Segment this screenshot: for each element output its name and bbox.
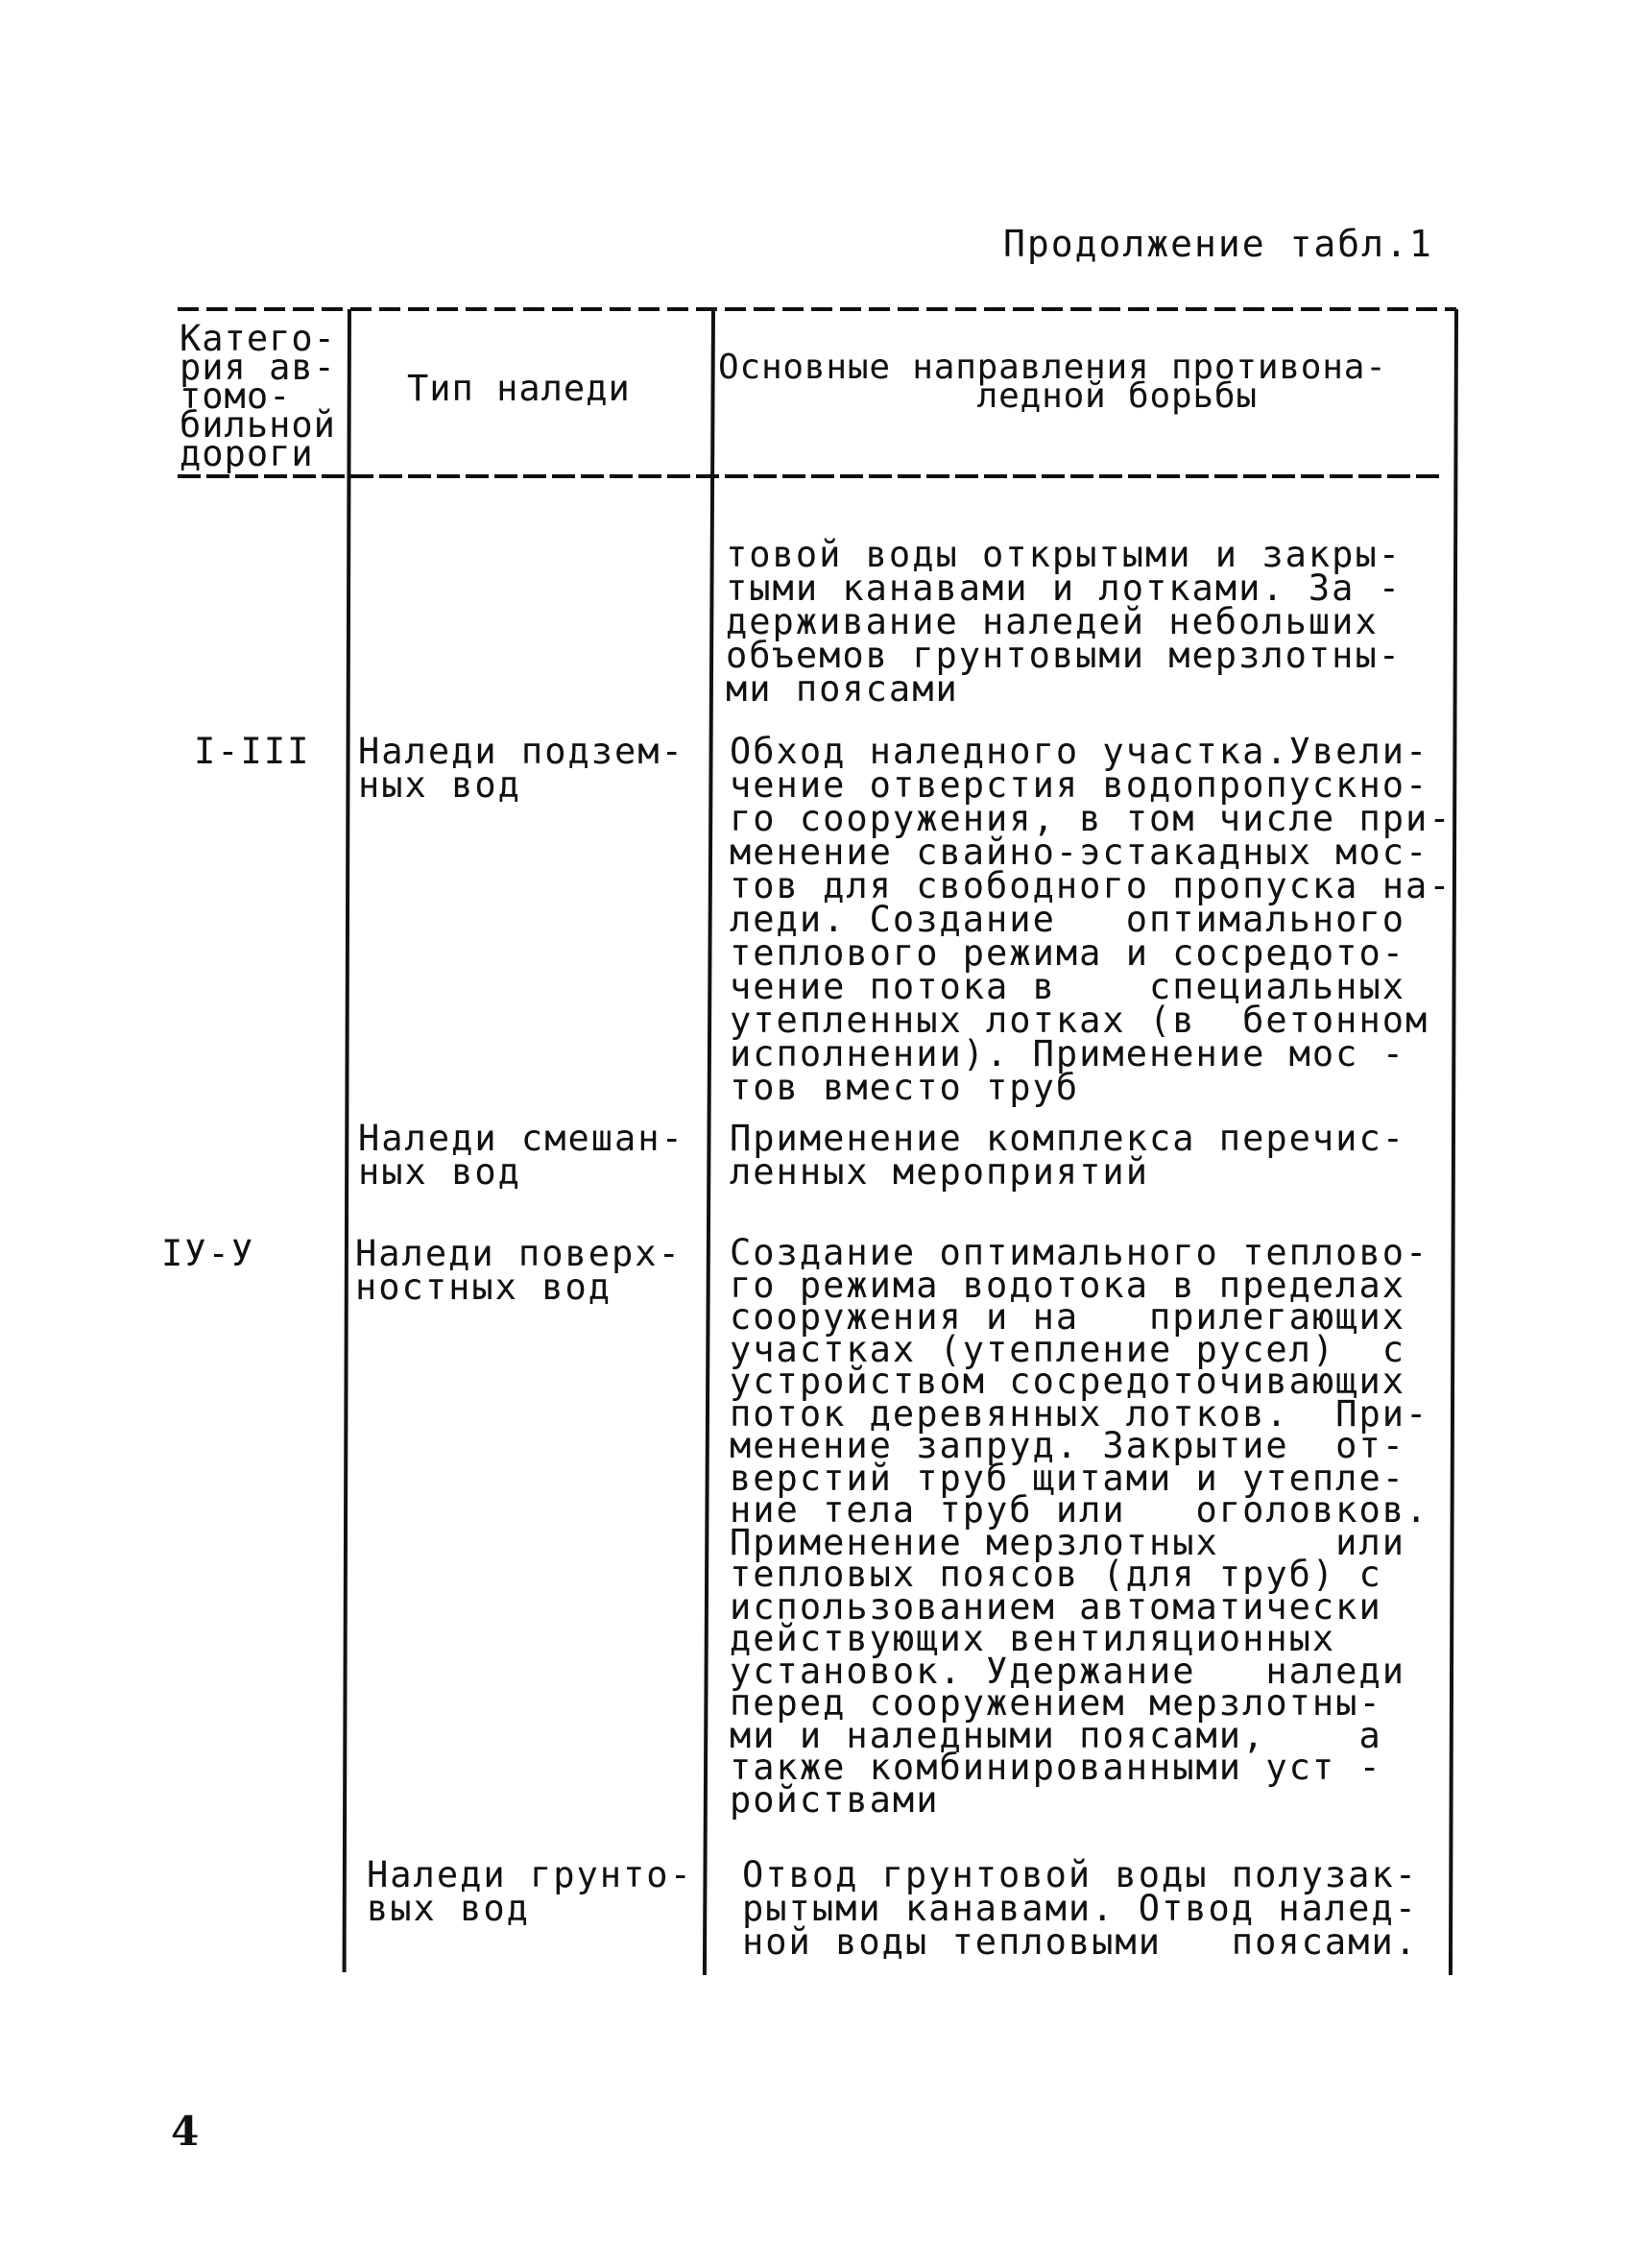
row-5-type: Наледи грунто- вых вод: [367, 1854, 693, 1929]
continuation-label: Продолжение табл.1: [1003, 223, 1433, 265]
row-2-type: Наледи подзем- ных вод: [358, 731, 684, 806]
header-category: Катего- рия ав- томо- бильной дороги: [180, 318, 336, 474]
table-header-rule: [178, 474, 1440, 478]
row-3-type: Наледи смешан- ных вод: [358, 1118, 684, 1193]
header-type: Тип наледи: [407, 368, 631, 409]
row-4-type: Наледи поверх- ностных вод: [355, 1233, 682, 1308]
header-measures: Основные направления противона- ледной борьбы: [718, 348, 1387, 416]
row-4-category: IУ-У: [161, 1233, 255, 1274]
row-5-measures: Отвод грунтовой воды полузак- рытыми канавами. Отвод налед- ной воды тепловыми поясами.: [742, 1854, 1419, 1963]
row-2-measures: Обход наледного участка.Увели- чение отверстия водопропускно- го сооружения, в том числе при- менение свайно-эстакадных мос- тов для свободного пропуска на- леди. Создание оптимального теплового режима и сосредото- чение потока в специальных утепленных лотках (в бетонном исполнении). Применение мос - тов вместо труб: [730, 731, 1453, 1108]
page-number: 4: [171, 2108, 200, 2155]
table-right-edge: [1449, 309, 1458, 1975]
table-top-rule: [178, 307, 1456, 311]
row-3-measures: Применение комплекса перечис- ленных мероприятий: [730, 1118, 1406, 1193]
row-2-category: I-III: [194, 731, 311, 772]
column-divider-1: [343, 309, 351, 1972]
row-1-measures: товой воды открытыми и закры- тыми канавами и лотками. За - держивание наледей небольших объемов грунтовыми мерзлотны- ми поясами: [726, 534, 1403, 710]
column-divider-2: [703, 309, 715, 1975]
row-4-measures: Создание оптимального теплово- го режима водотока в пределах сооружения и на прилегающих участках (утепление русел) с устройством сосредоточивающих поток деревянных лотков. При- менение запруд. Закрытие от- верстий труб щитами и утепле- ние тела труб или оголовков. Применение мерзлотных или тепловых поясов (для труб) с использованием автоматически действующих вентиляционных установок. Удержание наледи перед сооружением мерзлотны- ми и наледными поясами, а также комбинированными уст - ройствами: [730, 1232, 1429, 1821]
